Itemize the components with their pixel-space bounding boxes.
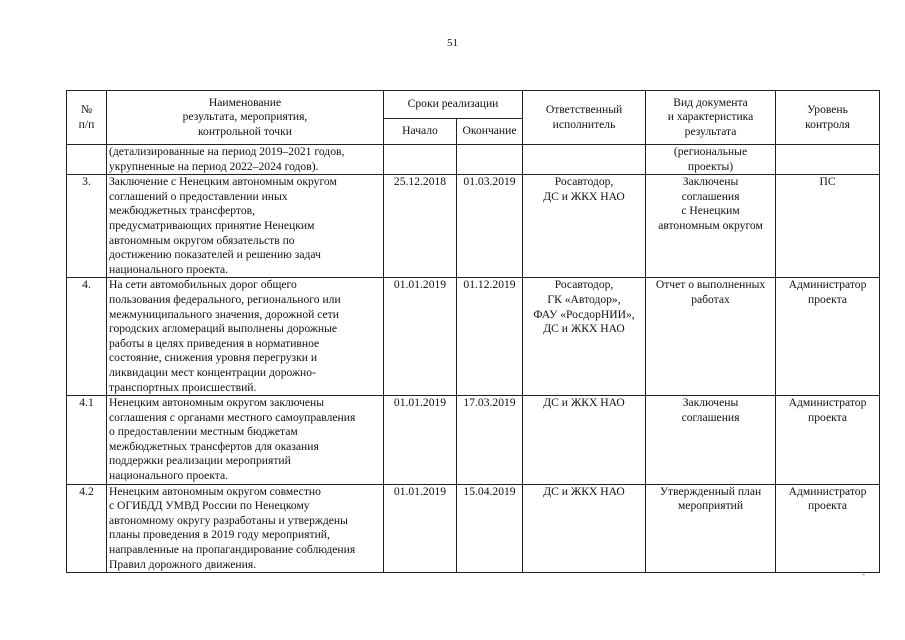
table-row — [67, 278, 880, 396]
col-header-name: Наименование результата, мероприятия, контрольной точки — [107, 91, 384, 145]
row-control-level: Администратор проекта — [776, 484, 880, 573]
row-start-date: 01.01.2019 — [384, 278, 457, 396]
row-start-date — [384, 145, 457, 175]
col-header-terms: Сроки реализации — [384, 91, 523, 119]
row-document: Заключены соглашения — [646, 396, 776, 485]
row-start-date: 25.12.2018 — [384, 175, 457, 278]
row-control-level: Администратор проекта — [776, 278, 880, 396]
col-header-responsible: Ответственный исполнитель — [523, 91, 646, 145]
col-header-doc-type: Вид документа и характеристика результата — [646, 91, 776, 145]
row-document: Заключены соглашения с Ненецким автономным округом — [646, 175, 776, 278]
col-header-start: Начало — [384, 119, 457, 145]
col-header-end: Окончание — [457, 119, 523, 145]
row-number: 4. — [67, 278, 107, 396]
plan-table — [66, 90, 880, 573]
table-row — [67, 484, 880, 573]
row-end-date: 17.03.2019 — [457, 396, 523, 485]
row-document: Утвержденный план мероприятий — [646, 484, 776, 573]
row-control-level: ПС — [776, 175, 880, 278]
row-responsible: Росавтодор, ДС и ЖКХ НАО — [523, 175, 646, 278]
row-number: 4.2 — [67, 484, 107, 573]
row-responsible: ДС и ЖКХ НАО — [523, 484, 646, 573]
row-number: 4.1 — [67, 396, 107, 485]
row-end-date: 01.03.2019 — [457, 175, 523, 278]
row-responsible — [523, 145, 646, 175]
row-responsible: ДС и ЖКХ НАО — [523, 396, 646, 485]
row-start-date: 01.01.2019 — [384, 484, 457, 573]
table-row — [67, 145, 880, 175]
row-number — [67, 145, 107, 175]
row-control-level — [776, 145, 880, 175]
scan-mark: - — [862, 569, 865, 579]
row-name: Ненецким автономным округом заключены соглашения с органами местного самоуправления о предоставлении местным бюджетам межбюджетных трансфертов для оказания поддержки реализации мероприятий национального проекта. — [107, 396, 384, 485]
col-header-num: № п/п — [67, 91, 107, 145]
row-control-level: Администратор проекта — [776, 396, 880, 485]
row-name: Заключение с Ненецким автономным округом соглашений о предоставлении иных межбюджетных трансфертов, предусматривающих принятие Ненецким автономным округом обязательств по достижению показателей и решению задач национального проекта. — [107, 175, 384, 278]
row-end-date — [457, 145, 523, 175]
col-header-control: Уровень контроля — [776, 91, 880, 145]
row-name: (детализированные на период 2019–2021 годов, укрупненные на период 2022–2024 годов). — [107, 145, 384, 175]
row-end-date: 01.12.2019 — [457, 278, 523, 396]
row-start-date: 01.01.2019 — [384, 396, 457, 485]
page-number: 51 — [447, 37, 458, 49]
table-row — [67, 396, 880, 485]
row-document: (региональные проекты) — [646, 145, 776, 175]
row-responsible: Росавтодор, ГК «Автодор», ФАУ «РосдорНИИ», ДС и ЖКХ НАО — [523, 278, 646, 396]
table-row — [67, 175, 880, 278]
row-name: На сети автомобильных дорог общего пользования федерального, регионального или межмуниципального значения, дорожной сети городских агломераций выполнены дорожные работы в целях приведения в нормативное состояние, снижения уровня перегрузки и ликвидации мест концентрации дорожно- транспортных происшествий. — [107, 278, 384, 396]
row-name: Ненецким автономным округом совместно с ОГИБДД УМВД России по Ненецкому автономному округу разработаны и утверждены планы проведения в 2019 году мероприятий, направленные на пропагандирование соблюдения Правил дорожного движения. — [107, 484, 384, 573]
row-document: Отчет о выполненных работах — [646, 278, 776, 396]
row-end-date: 15.04.2019 — [457, 484, 523, 573]
row-number: 3. — [67, 175, 107, 278]
